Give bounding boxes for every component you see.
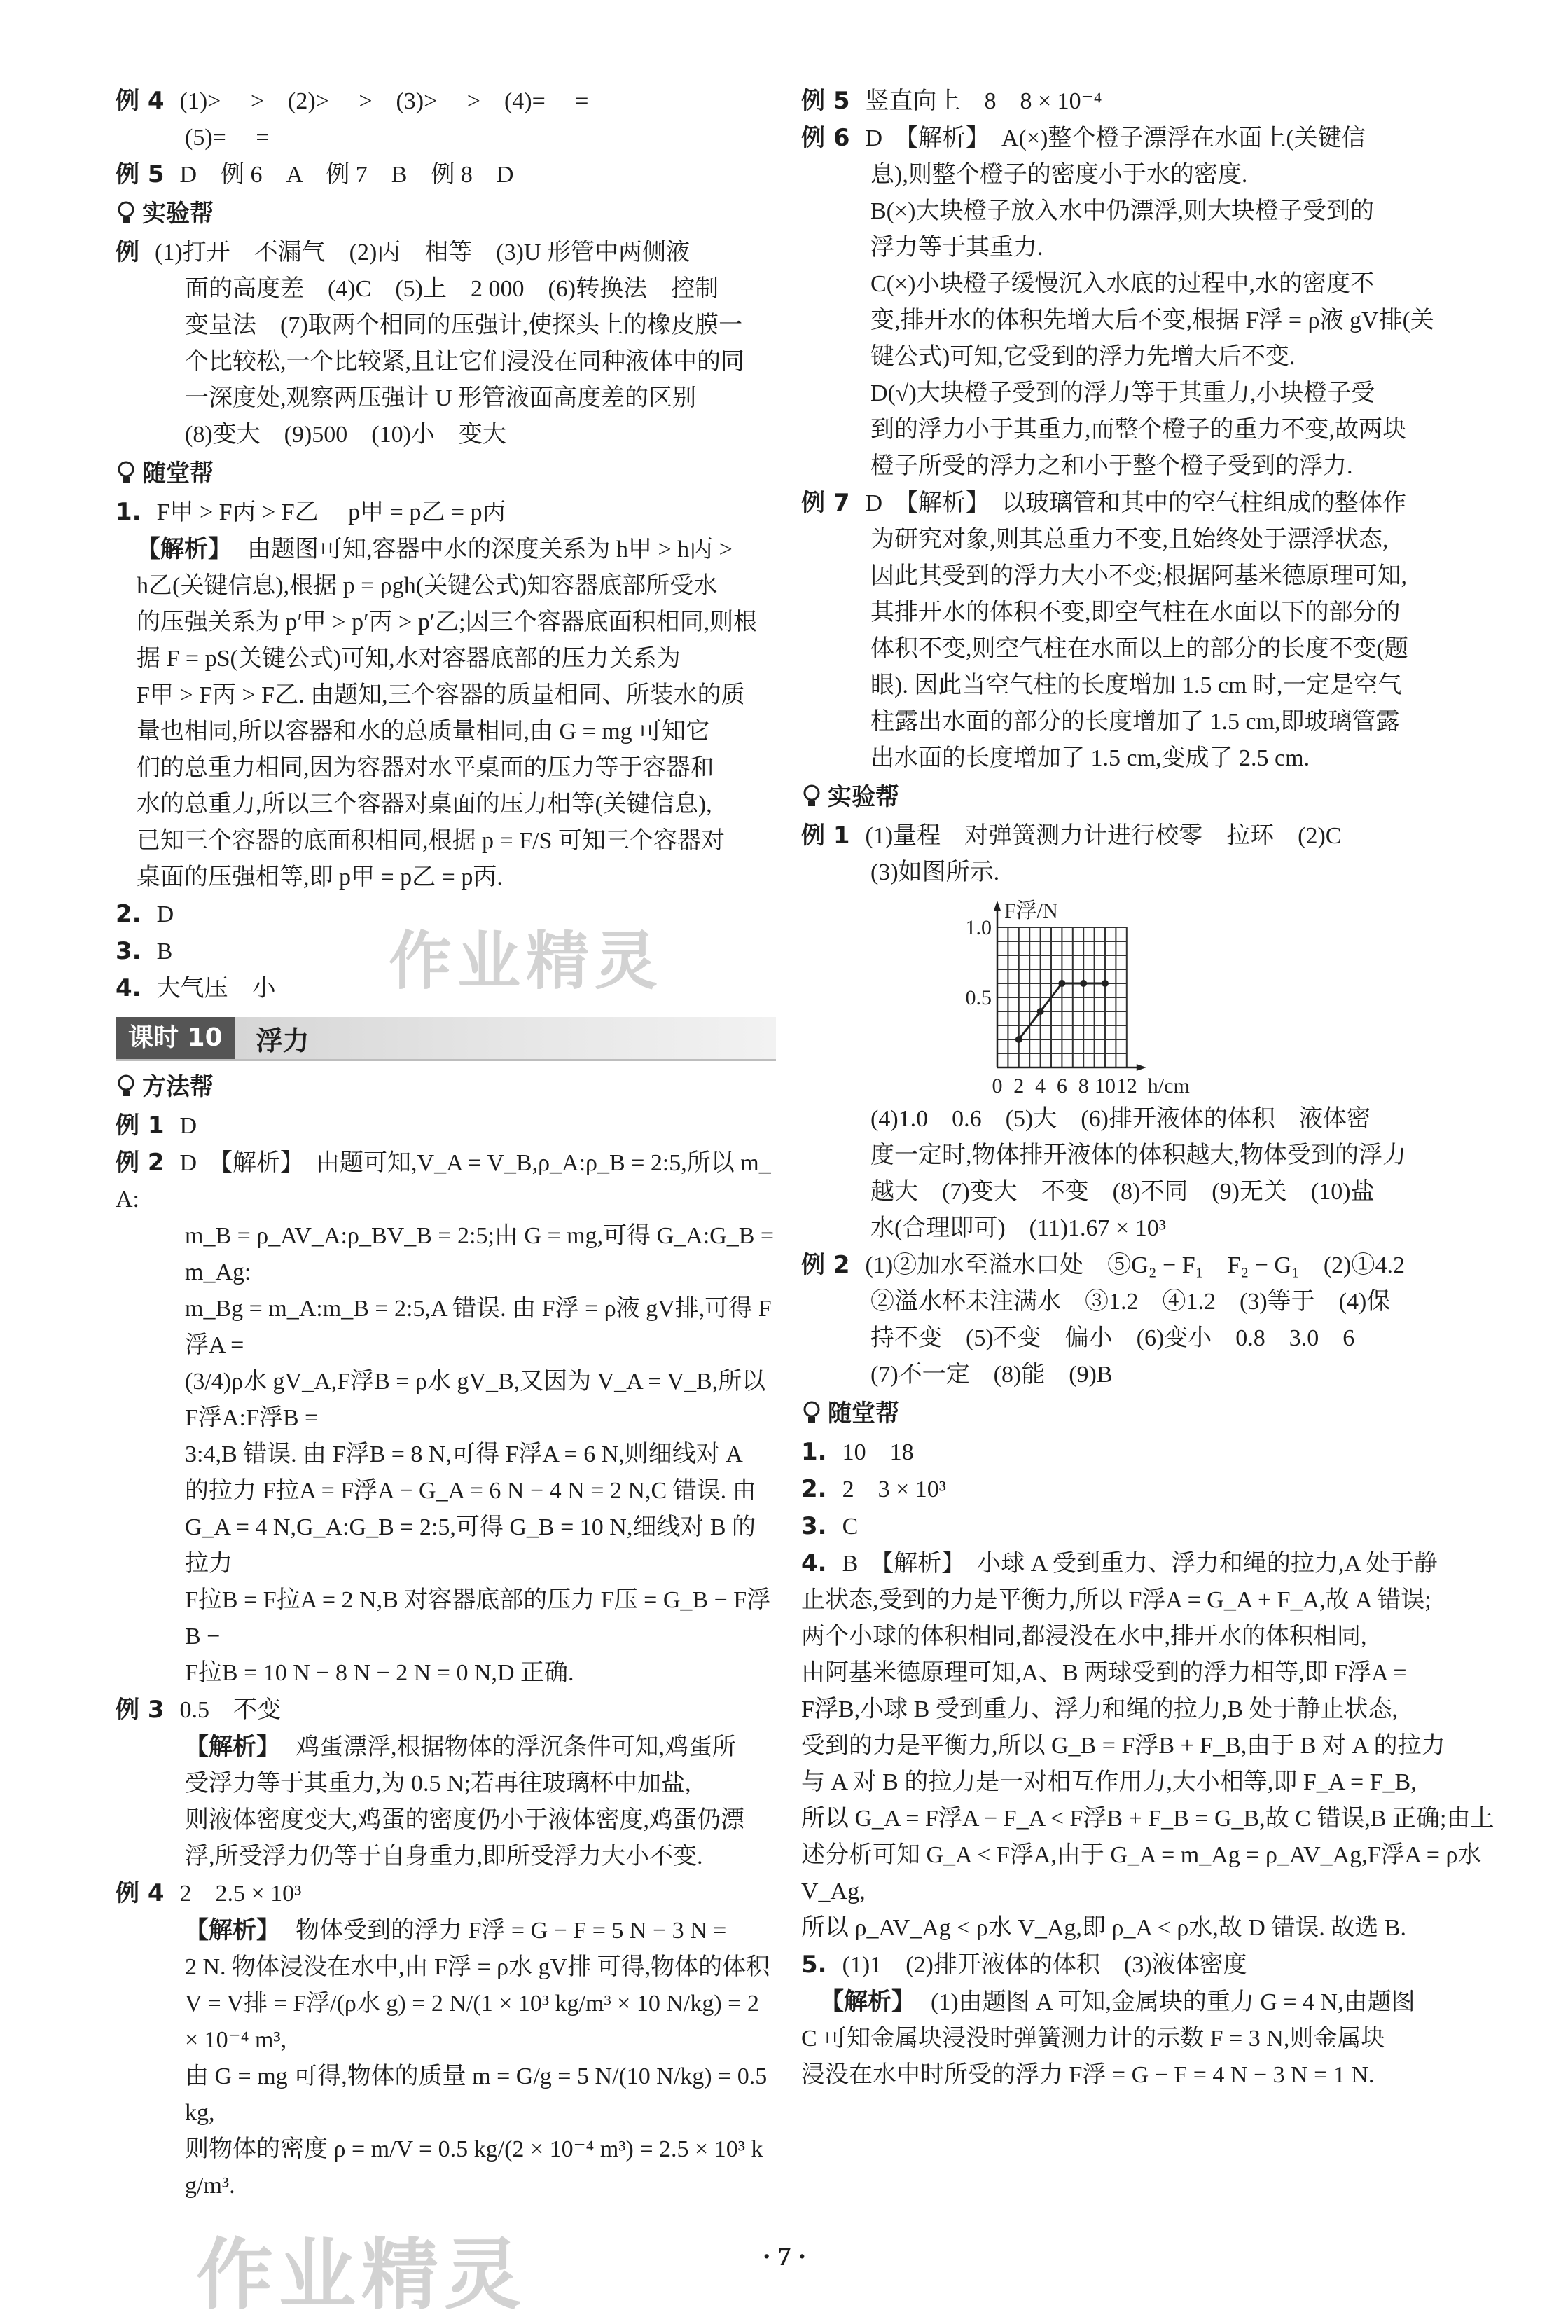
lightbulb-icon: [116, 1073, 137, 1101]
item-text: (8)变大 (9)500 (10)小 变大: [185, 422, 506, 448]
item-label: 例 4: [116, 87, 165, 115]
text-line: [116, 494, 777, 531]
item-text: F浮B,小球 B 受到重力、浮力和绳的拉力,B 处于静止状态,: [801, 1696, 1398, 1722]
text-line: [116, 380, 777, 417]
item-text: 橙子所受的浮力之和小于整个橙子受到的浮力.: [870, 453, 1353, 479]
data-point: [1058, 980, 1065, 987]
item-text: 其排开水的体积不变,即空气柱在水面以下的部分的: [870, 600, 1401, 625]
item-text: ②溢水杯未注满水 ③1.2 ④1.2 (3)等于 (4)保: [870, 1289, 1391, 1315]
text-line: [801, 1728, 1494, 1764]
text-line: [801, 1946, 1494, 1984]
text-line: [116, 344, 777, 380]
text-line: [116, 568, 777, 604]
item-text: 变,排开水的体积先增大后不变,根据 F浮 = ρ液 gV排(关: [870, 307, 1434, 333]
text-line: [801, 817, 1494, 855]
item-label: 2.: [116, 900, 141, 928]
text-line: [801, 485, 1494, 522]
text-line: [801, 704, 1494, 740]
text-line: [116, 1291, 777, 1364]
text-line: [116, 1729, 777, 1766]
lesson-title: 浮力: [256, 1025, 310, 1056]
text-line: [116, 1912, 777, 1949]
item-text: (1)量程 对弹簧测力计进行校零 拉环 (2)C: [865, 823, 1342, 849]
item-text: 的拉力 F拉A = F浮A − G_A = 6 N − 4 N = 2 N,C 错误. 由: [185, 1478, 756, 1504]
item-text: C 可知金属块浸没时弹簧测力计的示数 F = 3 N,则金属块: [801, 2026, 1385, 2052]
item-text: G_A = 4 N,G_A:G_B = 2:5,可得 G_B = 10 N,细线对 B 的拉力: [185, 1514, 756, 1577]
item-label: 例 1: [116, 1112, 165, 1140]
text-line: [801, 1655, 1494, 1692]
item-text: 水的总重力,所以三个容器对桌面的压力相等(关键信息),: [137, 791, 712, 817]
section-header-method: [116, 1067, 777, 1107]
item-text: 0.5 不变: [179, 1697, 281, 1723]
short-answers-group: [116, 896, 777, 1007]
item-text: 度一定时,物体排开液体的体积越大,物体受到的浮力: [870, 1142, 1406, 1168]
item-text: m_B = ρ_AV_A:ρ_BV_B = 2:5;由 G = mg,可得 G_A:G_B = m_Ag:: [185, 1223, 775, 1285]
text-line: [801, 1582, 1494, 1619]
item-label: 例 2: [801, 1251, 850, 1279]
item-text: (3/4)ρ水 gV_A,F浮B = ρ水 gV_B,又因为 V_A = V_B,所以 F浮A:F浮B =: [185, 1369, 766, 1431]
text-line: [116, 823, 777, 859]
text-line: [801, 1434, 1494, 1471]
text-line: [116, 1986, 777, 2059]
item-text: 息),则整个橙子的密度小于水的密度.: [870, 162, 1248, 188]
item-text: D 【解析】 A(×)整个橙子漂浮在水面上(关键信: [865, 125, 1366, 151]
text-line: [116, 641, 777, 677]
item-text: 因此其受到的浮力大小不变;根据阿基米德原理可知,: [870, 563, 1407, 589]
item-text: B(×)大块橙子放入水中仍漂浮,则大块橙子受到的: [870, 198, 1374, 224]
item-text: C: [842, 1514, 859, 1540]
item-text: 为研究对象,则其总重力不变,且始终处于漂浮状态,: [870, 527, 1389, 553]
item-text: B 【解析】 小球 A 受到重力、浮力和绳的拉力,A 处于静: [842, 1551, 1438, 1577]
text-line: [116, 120, 777, 156]
item-text: 变量法 (7)取两个相同的压强计,使探头上的橡皮膜一: [185, 312, 743, 338]
item-text: 止状态,受到的力是平衡力,所以 F浮A = G_A + F_A,故 A 错误;: [801, 1587, 1431, 1613]
lesson-number: 课时 10: [116, 1017, 235, 1059]
text-line: [801, 157, 1494, 193]
item-text: 所以 ρ_AV_Ag < ρ水 V_Ag,即 ρ_A < ρ水,故 D 错误. 故选 B.: [801, 1915, 1407, 1941]
text-line: [116, 1839, 777, 1875]
buoyancy-depth-chart: [966, 891, 1205, 1101]
text-line: [801, 1764, 1494, 1801]
item-text: 柱露出水面的部分的长度增加了 1.5 cm,即玻璃管露: [870, 709, 1400, 735]
item-label: 例 6: [801, 124, 850, 152]
text-line: [116, 859, 777, 896]
item-label: 例 3: [116, 1696, 165, 1724]
left-column: [116, 83, 777, 2204]
item-text: F甲 > F丙 > F乙 p甲 = p乙 = p丙: [156, 499, 506, 525]
x-tick-label: 6: [1056, 1074, 1067, 1098]
text-line: [801, 266, 1494, 303]
item-label: 4.: [801, 1549, 827, 1577]
text-line: [116, 714, 777, 750]
item-text: 10 18: [842, 1439, 914, 1465]
item-text: 桌面的压强相等,即 p甲 = p乙 = p丙.: [137, 864, 503, 890]
item-text: 2 2.5 × 10³: [179, 1881, 302, 1907]
text-line: [801, 631, 1494, 668]
item-text: 体积不变,则空气柱在水面以上的部分的长度不变(题: [870, 636, 1408, 662]
item-text: 则液体密度变大,鸡蛋的密度仍小于液体密度,鸡蛋仍漂: [185, 1807, 744, 1833]
text-line: [801, 522, 1494, 558]
item-text: F甲 > F丙 > F乙. 由题知,三个容器的质量相同、所装水的质: [137, 682, 745, 708]
item-text: 与 A 对 B 的拉力是一对相互作用力,大小相等,即 F_A = F_B,: [801, 1769, 1417, 1795]
text-line: [801, 1471, 1494, 1508]
item-text: (1)②加水至溢水口处 ⑤G₂ − F₁ F₂ − G₁ (2)①4.2: [865, 1252, 1405, 1278]
text-line: [801, 1692, 1494, 1728]
text-line: [801, 1137, 1494, 1174]
text-line: [116, 307, 777, 344]
text-line: [116, 2059, 777, 2131]
data-point: [1080, 980, 1087, 987]
item-text: 已知三个容器的底面积相同,根据 p = F/S 可知三个容器对: [137, 828, 725, 854]
text-line: [801, 448, 1494, 485]
y-axis-label: F浮/N: [1004, 899, 1058, 922]
text-line: [116, 1364, 777, 1437]
item-text: 们的总重力相同,因为容器对水平桌面的压力等于容器和: [137, 755, 714, 781]
item-label: 5.: [801, 1951, 827, 1979]
text-line: [116, 531, 777, 568]
item-text: F拉B = 10 N − 8 N − 2 N = 0 N,D 正确.: [185, 1660, 574, 1686]
text-line: [116, 83, 777, 120]
item-text: 由阿基米德原理可知,A、B 两球受到的浮力相等,即 F浮A =: [801, 1660, 1407, 1686]
y-tick-label: 1.0: [966, 916, 992, 939]
text-line: [116, 677, 777, 714]
item-text: 则物体的密度 ρ = m/V = 0.5 kg/(2 × 10⁻⁴ m³) = 2.5 × 10³ kg/m³.: [185, 2136, 763, 2199]
text-line: [116, 1655, 777, 1692]
x-tick-label: 10: [1095, 1074, 1116, 1098]
item-label: 例 1: [801, 822, 850, 850]
text-line: [116, 1766, 777, 1802]
lightbulb-icon: [801, 1399, 822, 1427]
item-text: 受到的力是平衡力,所以 G_B = F浮B + F_B,由于 B 对 A 的拉力: [801, 1733, 1445, 1759]
text-line: [116, 1875, 777, 1912]
lightbulb-icon: [116, 200, 137, 228]
text-line: [801, 1801, 1494, 1837]
text-line: [116, 417, 777, 453]
text-line: [801, 412, 1494, 448]
item-text: (1)由题图 A 可知,金属块的重力 G = 4 N,由题图: [931, 1989, 1415, 2015]
item-text: D 例 6 A 例 7 B 例 8 D: [179, 162, 514, 188]
item-text: 鸡蛋漂浮,根据物体的浮沉条件可知,鸡蛋所: [296, 1734, 736, 1760]
data-point: [1015, 1036, 1022, 1043]
item-text: 所以 G_A = F浮A − F_A < F浮B + F_B = G_B,故 C 错误,B 正确;由上: [801, 1806, 1494, 1832]
item-text: D: [179, 1113, 197, 1139]
item-label: 2.: [801, 1475, 827, 1503]
item-text: (1)1 (2)排开液体的体积 (3)液体密度: [842, 1952, 1247, 1978]
item-text: 据 F = pS(关键公式)可知,水对容器底部的压力关系为: [137, 646, 681, 672]
item-label: 【解析】: [137, 535, 232, 563]
item-text: 浮力等于其重力.: [870, 235, 1043, 261]
y-tick-label: 0.5: [966, 986, 992, 1009]
y-axis-arrow: [994, 901, 1001, 911]
text-line: [801, 1174, 1494, 1210]
data-point: [1102, 980, 1109, 987]
item-text: 持不变 (5)不变 偏小 (6)变小 0.8 3.0 6: [870, 1325, 1355, 1351]
text-line: [116, 1473, 777, 1509]
text-line: [801, 740, 1494, 777]
text-line: [801, 2057, 1494, 2094]
text-line: [801, 375, 1494, 412]
item-text: 大气压 小: [156, 976, 276, 1002]
text-line: [801, 1210, 1494, 1247]
lightbulb-icon: [116, 459, 137, 487]
item-text: 面的高度差 (4)C (5)上 2 000 (6)转换法 控制: [185, 276, 719, 302]
section-header-classroom-right: [801, 1393, 1494, 1434]
section-header-label: 随堂帮: [828, 1399, 899, 1427]
item-text: 水(合理即可) (11)1.67 × 10³: [870, 1215, 1166, 1241]
item-text: 浸没在水中时所受的浮力 F浮 = G − F = 4 N − 3 N = 1 N.: [801, 2062, 1375, 2088]
x-tick-label: 2: [1013, 1074, 1025, 1098]
text-line: [801, 1619, 1494, 1655]
text-line: [116, 1802, 777, 1839]
page-number: · 7 ·: [762, 2242, 807, 2271]
text-line: [116, 1144, 777, 1218]
text-line: [116, 1692, 777, 1729]
text-line: [116, 1437, 777, 1473]
lesson-banner: [116, 1017, 776, 1061]
x-axis-label: h/cm: [1147, 1074, 1190, 1098]
item-text: 到的浮力小于其重力,而整个橙子的重力不变,故两块: [870, 417, 1406, 443]
section-header-label: 实验帮: [142, 200, 214, 228]
text-line: [801, 193, 1494, 230]
item-label: 例 4: [116, 1879, 165, 1907]
item-label: 3.: [116, 937, 141, 965]
section-header-experiment: [116, 193, 777, 234]
item-text: 浮,所受浮力仍等于自身重力,即所受浮力大小不变.: [185, 1844, 703, 1869]
text-line: [116, 1509, 777, 1582]
item-text: 一深度处,观察两压强计 U 形管液面高度差的区别: [185, 385, 697, 411]
item-text: D 【解析】 以玻璃管和其中的空气柱组成的整体作: [865, 490, 1407, 516]
item-label: 例 5: [116, 160, 165, 188]
item-text: C(×)小块橙子缓慢沉入水底的过程中,水的密度不: [870, 271, 1374, 297]
x-tick-label: 12: [1116, 1074, 1137, 1098]
section-header-label: 实验帮: [828, 783, 899, 811]
item-text: F拉B = F拉A = 2 N,B 对容器底部的压力 F压 = G_B − F浮B −: [185, 1587, 771, 1649]
item-text: (5)= =: [185, 125, 270, 151]
text-line: [801, 120, 1494, 157]
item-text: 眼). 因此当空气柱的长度增加 1.5 cm 时,一定是空气: [870, 672, 1402, 698]
item-label: 【解析】: [185, 1733, 280, 1761]
item-text: 竖直向上 8 8 × 10⁻⁴: [865, 88, 1102, 114]
item-text: B: [156, 939, 173, 964]
item-text: 越大 (7)变大 不变 (8)不同 (9)无关 (10)盐: [870, 1179, 1375, 1205]
lightbulb-icon: [801, 783, 822, 811]
text-line: [116, 604, 777, 641]
text-line: [801, 339, 1494, 375]
item-text: 2 3 × 10³: [842, 1476, 946, 1502]
item-text: 由题图可知,容器中水的深度关系为 h甲 > h丙 >: [247, 537, 733, 562]
section-header-experiment-right: [801, 777, 1494, 817]
item-text: h乙(关键信息),根据 p = ρgh(关键公式)知容器底部所受水: [137, 573, 718, 599]
text-line: [801, 1508, 1494, 1545]
text-line: [801, 1101, 1494, 1137]
item-text: (3)如图所示.: [870, 859, 1000, 885]
text-line: [116, 156, 777, 193]
item-text: 两个小球的体积相同,都浸没在水中,排开水的体积相同,: [801, 1624, 1367, 1649]
item-label: 3.: [801, 1512, 827, 1540]
item-text: 量也相同,所以容器和水的总质量相同,由 G = mg 可知它: [137, 719, 710, 745]
item-text: (4)1.0 0.6 (5)大 (6)排开液体的体积 液体密: [870, 1106, 1371, 1132]
item-text: 个比较松,一个比较紧,且让它们浸没在同种液体中的同: [185, 349, 744, 375]
text-line: [801, 1837, 1494, 1910]
text-line: [801, 855, 1494, 891]
text-line: [116, 271, 777, 307]
text-line: [801, 1284, 1494, 1320]
text-line: [801, 230, 1494, 266]
text-line: [801, 1357, 1494, 1393]
section-header-label: 方法帮: [142, 1073, 214, 1101]
text-line: [801, 83, 1494, 120]
text-line: [801, 1320, 1494, 1357]
item-text: m_Bg = m_A:m_B = 2:5,A 错误. 由 F浮 = ρ液 gV排,可得 F浮A =: [185, 1296, 772, 1358]
watermark-center: 作业精灵: [389, 925, 663, 998]
item-text: (1)打开 不漏气 (2)丙 相等 (3)U 形管中两侧液: [155, 240, 690, 265]
chart-container: [801, 891, 1494, 1101]
x-tick-label: 8: [1078, 1074, 1089, 1098]
item-label: 1.: [116, 498, 141, 526]
item-label: 例 7: [801, 489, 850, 517]
item-text: (1)> > (2)> > (3)> > (4)= =: [179, 88, 589, 114]
item-text: 键公式)可知,它受到的浮力先增大后不变.: [870, 344, 1296, 370]
item-text: 2 N. 物体浸没在水中,由 F浮 = ρ水 gV排 可得,物体的体积: [185, 1954, 770, 1980]
text-line: [801, 595, 1494, 631]
item-label: 【解析】: [185, 1916, 280, 1944]
text-line: [116, 1218, 777, 1291]
x-tick-label: 0: [992, 1074, 1003, 1098]
watermark-logo: 作业精灵: [196, 2230, 527, 2320]
item-text: (7)不一定 (8)能 (9)B: [870, 1362, 1113, 1388]
item-label: 例 2: [116, 1149, 165, 1177]
text-line: [116, 1107, 777, 1144]
text-line: [801, 558, 1494, 595]
item-text: 受浮力等于其重力,为 0.5 N;若再往玻璃杯中加盐,: [185, 1771, 691, 1797]
item-text: D 【解析】 由题可知,V_A = V_B,ρ_A:ρ_B = 2:5,所以 m_A:: [116, 1150, 771, 1212]
text-line: [801, 2021, 1494, 2057]
text-line: [801, 668, 1494, 704]
item-text: V = V排 = F浮/(ρ水 g) = 2 N/(1 × 10³ kg/m³ × 10 N/kg) = 2 × 10⁻⁴ m³,: [185, 1991, 759, 2053]
item-label: 例: [116, 238, 139, 266]
text-line: [116, 1582, 777, 1655]
section-header-classroom: [116, 453, 777, 494]
text-line: [116, 234, 777, 271]
x-tick-label: 4: [1035, 1074, 1046, 1098]
item-text: 的压强关系为 p′甲 > p′丙 > p′乙;因三个容器底面积相同,则根: [137, 609, 758, 635]
text-line: [116, 2131, 777, 2204]
text-line: [801, 303, 1494, 339]
item-text: D(√)大块橙子受到的浮力等于其重力,小块橙子受: [870, 380, 1375, 406]
section-header-label: 随堂帮: [142, 459, 214, 487]
text-line: [801, 1984, 1494, 2021]
item-text: D: [156, 901, 174, 927]
item-label: 例 5: [801, 87, 850, 115]
item-text: 由 G = mg 可得,物体的质量 m = G/g = 5 N/(10 N/kg) = 0.5 kg,: [185, 2063, 768, 2126]
right-column: [801, 83, 1494, 2094]
text-line: [801, 1910, 1494, 1946]
text-line: [116, 787, 777, 823]
item-label: 4.: [116, 974, 141, 1002]
text-line: [801, 1545, 1494, 1582]
data-point: [1037, 1008, 1044, 1015]
text-line: [801, 1247, 1494, 1284]
item-text: 物体受到的浮力 F浮 = G − F = 5 N − 3 N =: [296, 1918, 727, 1944]
text-line: [116, 1949, 777, 1986]
text-line: [116, 750, 777, 787]
item-text: 述分析可知 G_A < F浮A,由于 G_A = m_Ag = ρ_AV_Ag,F浮A = ρ水 V_Ag,: [801, 1842, 1482, 1904]
x-axis-arrow: [1137, 1064, 1146, 1071]
item-text: 3:4,B 错误. 由 F浮B = 8 N,可得 F浮A = 6 N,则细线对 A: [185, 1441, 743, 1467]
item-label: 【解析】: [820, 1988, 915, 2016]
item-text: 出水面的长度增加了 1.5 cm,变成了 2.5 cm.: [870, 745, 1310, 771]
item-label: 1.: [801, 1438, 827, 1466]
